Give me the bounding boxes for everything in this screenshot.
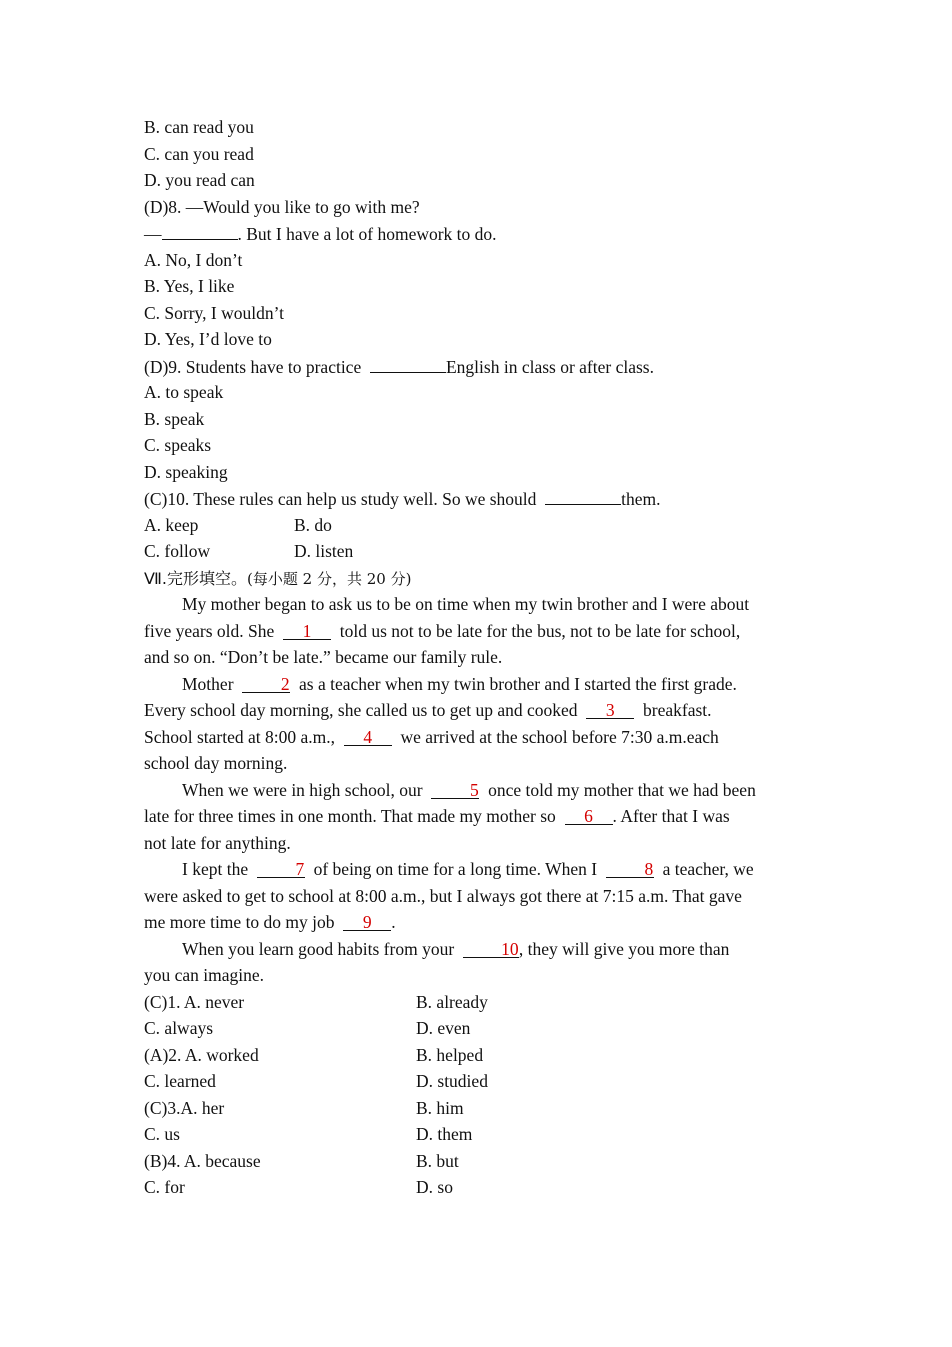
answer-option: B. but [416,1150,459,1171]
answer-option: B. already [416,991,488,1012]
p2-line-2 [144,697,824,724]
answer-row [144,1095,824,1122]
p2-text-c: Every school day morning, she called us to get up and cooked [144,700,578,720]
q9-option-b: B. speak [144,408,205,429]
p5-text-b: , they will give you more than [518,938,730,959]
q9-stem [144,353,824,380]
answer-row [144,1042,824,1069]
answer-row [144,1148,824,1175]
answer-row [144,1068,824,1095]
p2-line-4: school day morning. [144,753,288,773]
answer-option: (B)4. A. because [144,1150,261,1171]
q7-option-b: B. can read you [144,117,254,137]
p4-line-2: were asked to get to school at 8:00 a.m., but I always got there at 7:15 a.m. That gave [144,885,742,906]
answer-options-grid [144,989,824,1201]
q8-option-d: D. Yes, I’d love to [144,329,272,349]
p2-text-e: School started at 8:00 a.m., [144,726,336,747]
answer-option: D. so [416,1177,453,1197]
p3-line-2 [144,803,824,830]
blank-7: 7 [257,858,305,878]
p5-text-a: When you learn good habits from your [182,938,455,959]
p3-text-c: late for three times in one month. That made my mother so [144,806,556,826]
q9-stem-end: English in class or after class. [445,356,654,377]
p3-line-3: not late for anything. [144,832,291,853]
q10-option-a: A. keep [144,514,199,535]
section-7-heading [144,565,824,592]
passage-paragraph-2 [144,671,824,777]
p1-line-1: My mother began to ask us to be on time when my twin brother and I were about [182,594,750,614]
section-7-note: (每小题 2 分，共 20 分) [247,569,412,588]
answer-option: C. always [144,1018,214,1038]
p2-text-b: as a teacher when my twin brother and I started the first grade. [299,673,737,694]
p2-text-d: breakfast. [643,700,712,720]
q10-options-row-1 [144,512,824,539]
answer-option: B. helped [416,1044,484,1065]
section-7-title: Ⅶ.完形填空。 [144,568,248,588]
blank-2: 2 [242,673,290,693]
q10-stem-end: them. [621,489,661,509]
p2-text-a: Mother [182,673,234,694]
blank-4: 4 [344,726,392,746]
q8-response-text: . But I have a lot of homework to do. [237,224,497,244]
q10-option-c: C. follow [144,541,211,561]
answer-option: B. him [416,1097,464,1118]
p4-text-d: me more time to do my job [144,912,335,932]
blank-6: 6 [565,805,613,825]
q8-response-line [144,220,824,247]
passage-paragraph-1 [144,591,824,671]
blank-9: 9 [343,911,391,931]
q10-stem [144,485,824,512]
p3-text-a: When we were in high school, our [182,779,423,800]
q10-option-d: D. listen [294,541,354,561]
p1-text-a: five years old. She [144,620,275,641]
answer-option: D. them [416,1124,473,1144]
answer-option: D. even [416,1018,471,1038]
q10-option-b: B. do [294,514,332,535]
p3-text-d: . After that I was [612,806,730,826]
q9-option-d: D. speaking [144,461,228,482]
q8-option-b: B. Yes, I like [144,276,235,296]
answer-row [144,1121,824,1148]
q8-dash: — [144,224,162,244]
answer-row [144,1174,824,1201]
q9-stem-text: (D)9. Students have to practice [144,356,362,377]
q10-answer-blank [545,485,621,505]
p3-line-1 [144,777,824,804]
passage-paragraph-4 [144,856,824,936]
q7-option-c: C. can you read [144,143,254,164]
p4-text-c: a teacher, we [662,859,754,879]
p1-text-b: told us not to be late for the bus, not to be late for school, [339,620,741,641]
q8-option-a: A. No, I don’t [144,249,243,270]
p2-text-f: we arrived at the school before 7:30 a.m.each [400,726,719,747]
answer-option: D. studied [416,1071,488,1091]
answer-row [144,989,824,1016]
p2-line-1 [144,671,824,698]
q10-options-row-2 [144,538,824,565]
p5-line-1 [144,936,824,963]
p2-line-3 [144,724,824,751]
p1-line-3: and so on. “Don’t be late.” became our family rule. [144,647,503,667]
blank-3: 3 [586,699,634,719]
p3-text-b: once told my mother that we had been [488,779,756,800]
q8-answer-blank [162,220,238,240]
p1-line-2 [144,618,824,645]
blank-10: 10 [463,938,519,958]
q7-option-d: D. you read can [144,170,255,190]
answer-option: (C)3.A. her [144,1097,225,1118]
blank-5: 5 [431,779,479,799]
blank-1: 1 [283,620,331,640]
answer-option: C. for [144,1177,185,1197]
q9-option-a: A. to speak [144,382,224,402]
worksheet-page [144,114,824,1201]
q9-option-c: C. speaks [144,435,212,455]
p4-line-3 [144,909,824,936]
passage-paragraph-5 [144,936,824,989]
answer-option: C. learned [144,1071,216,1091]
answer-option: (A)2. A. worked [144,1044,259,1065]
answer-option: C. us [144,1124,180,1144]
p4-text-e: . [391,912,396,932]
answer-row [144,1015,824,1042]
q9-answer-blank [370,353,446,373]
p4-text-a: I kept the [182,859,249,879]
answer-option: (C)1. A. never [144,991,245,1012]
q8-option-c: C. Sorry, I wouldn’t [144,302,284,323]
q8-stem: (D)8. —Would you like to go with me? [144,196,420,217]
p4-line-1 [144,856,824,883]
blank-8: 8 [606,858,654,878]
passage-paragraph-3 [144,777,824,857]
q10-stem-text: (C)10. These rules can help us study well. So we should [144,489,537,509]
p5-line-2: you can imagine. [144,965,265,985]
p4-text-b: of being on time for a long time. When I [313,859,598,879]
